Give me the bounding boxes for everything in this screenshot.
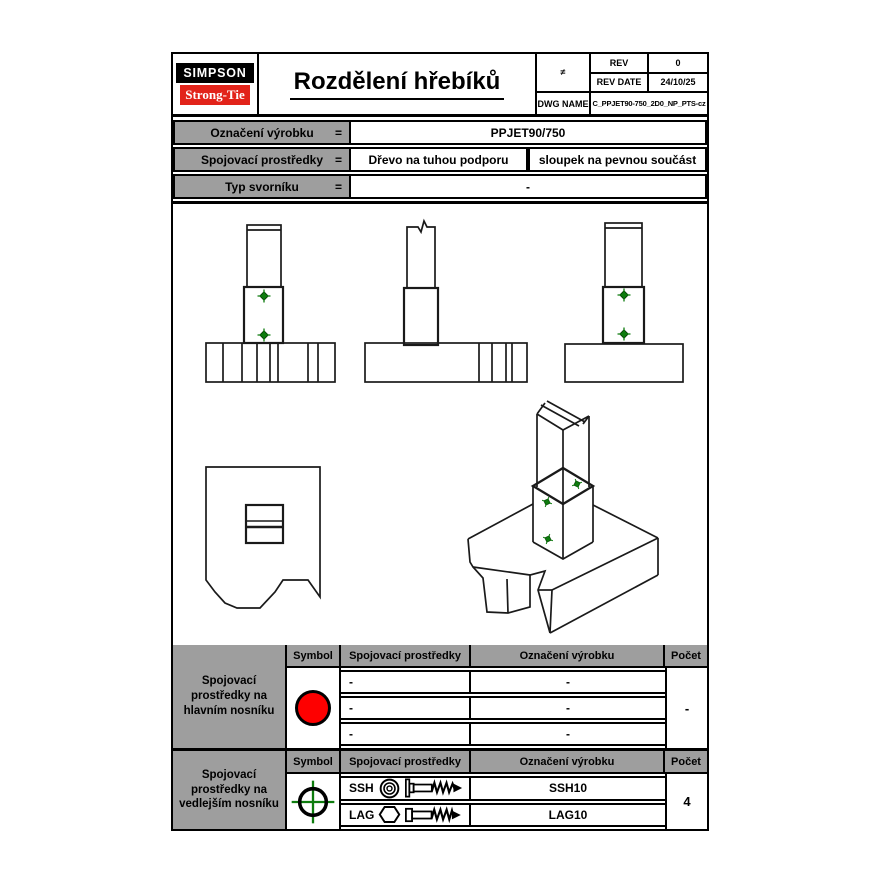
rev-value: 0 — [649, 54, 707, 72]
back-view-drawing — [565, 223, 683, 382]
red-circle-symbol-icon — [295, 690, 331, 726]
info-row-product — [173, 120, 707, 145]
fastener-cell: - — [341, 698, 471, 718]
lag-screw-icon — [405, 803, 467, 827]
fastener-cell: SSH — [349, 781, 374, 796]
table-row-ssh — [341, 776, 665, 801]
product-cell: - — [566, 701, 570, 715]
table-header-row — [287, 751, 707, 774]
section-label: Spojovací prostředky na hlavním nosníku — [173, 645, 287, 748]
detail-view-drawing — [206, 467, 320, 608]
side-view-drawing — [365, 221, 527, 382]
main-member-fastener-table — [173, 645, 707, 751]
not-equal-icon: ≠ — [537, 54, 589, 91]
info-label: Označení výrobku — [210, 125, 314, 140]
column-header-product: Označení výrobku — [471, 645, 665, 666]
table-row — [341, 670, 665, 694]
column-header-fastener: Spojovací prostředky — [341, 645, 471, 666]
info-label: Typ svorníku — [225, 179, 299, 194]
column-header-symbol: Symbol — [287, 751, 341, 772]
washer-head-rings-icon — [378, 777, 401, 800]
equals-sign: = — [334, 152, 342, 167]
structural-screw-icon — [405, 776, 469, 800]
drawing-sheet — [171, 52, 709, 831]
dwg-name-label: DWG NAME — [537, 93, 589, 114]
info-value-bolt-type: - — [526, 179, 530, 194]
product-cell: - — [566, 727, 570, 741]
rev-date-label: REV DATE — [591, 74, 647, 92]
rev-date-value: 24/10/25 — [649, 74, 707, 92]
logo-strongtie-text: Strong-Tie — [180, 85, 250, 105]
revision-block — [537, 54, 707, 114]
equals-sign: = — [334, 179, 342, 194]
product-info — [173, 120, 707, 201]
count-cell: 4 — [665, 774, 707, 829]
column-header-product: Označení výrobku — [471, 751, 665, 772]
fastener-cell: - — [341, 672, 471, 692]
logo-simpson-text: SIMPSON — [176, 63, 254, 83]
fastener-cell: - — [341, 724, 471, 744]
product-cell: - — [566, 675, 570, 689]
info-row-bolt-type — [173, 174, 707, 199]
info-value-fastener-right: sloupek na pevnou součást — [526, 149, 705, 170]
drawing-area — [173, 201, 707, 645]
info-label: Spojovací prostředky — [200, 152, 324, 167]
equals-sign: = — [334, 125, 342, 140]
section-label: Spojovací prostředky na vedlejším nosníku — [173, 751, 287, 829]
title-block — [173, 54, 707, 117]
simpson-strongtie-logo — [173, 54, 259, 114]
column-header-count: Počet — [665, 645, 707, 666]
drawing-title — [259, 54, 537, 114]
dwg-name-value: C_PPJET90-750_2D0_NP_PTS-cz — [591, 93, 707, 114]
info-value-fastener-left: Dřevo na tuhou podporu — [368, 152, 509, 167]
column-header-count: Počet — [665, 751, 707, 772]
table-header-row — [287, 645, 707, 668]
crosshair-symbol-icon — [289, 778, 337, 826]
column-header-fastener: Spojovací prostředky — [341, 751, 471, 772]
drawing-title-text: Rozdělení hřebíků — [290, 68, 505, 100]
front-view-drawing — [206, 225, 335, 382]
secondary-member-fastener-table — [173, 751, 707, 829]
table-row — [341, 722, 665, 746]
table-row-lag — [341, 803, 665, 828]
info-value-product: PPJET90/750 — [490, 125, 566, 140]
isometric-view-drawing — [468, 401, 658, 633]
fastener-cell: LAG — [349, 807, 375, 822]
hex-head-icon — [378, 803, 401, 826]
rev-label: REV — [591, 54, 647, 72]
table-row — [341, 696, 665, 720]
product-cell: SSH10 — [548, 781, 588, 796]
product-cell: LAG10 — [548, 807, 588, 822]
column-header-symbol: Symbol — [287, 645, 341, 666]
info-row-fasteners — [173, 147, 707, 172]
count-cell: - — [665, 668, 707, 748]
technical-drawing-views — [173, 204, 706, 642]
